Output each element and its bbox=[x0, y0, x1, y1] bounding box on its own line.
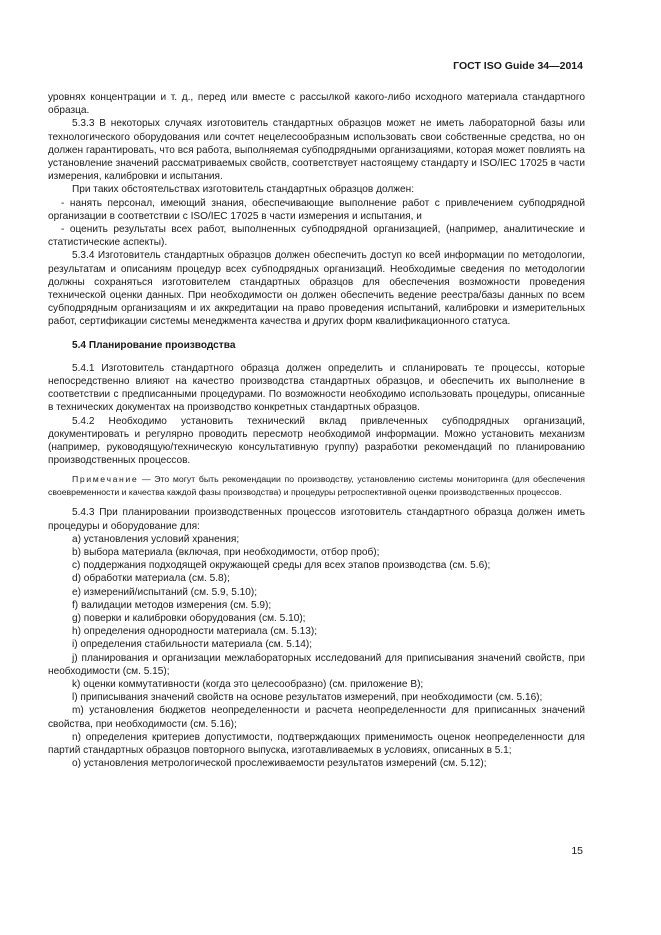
note-label: Примечание bbox=[72, 474, 139, 485]
list-item: b) выбора материала (включая, при необходимости, отбор проб); bbox=[72, 546, 380, 558]
page-body bbox=[48, 91, 585, 770]
list-item: i) определения стабильности материала (см. 5.14); bbox=[72, 639, 313, 651]
paragraph-5-3-4: 5.3.4 Изготовитель стандартных образцов должен обеспечить доступ ко всей информации по методологии, результатам и описаниям процедур всех субподрядных организаций. Необходимые сведения по методологии должны сохраняться изготовителем стандартных образцов для обеспечения возможности проведения технической оценки данных. При необходимости он должен обеспечить ведение реестра/базы данных по всем субподрядным организациям и их аккредитации на право проведения испытаний, калибровки и измерительных работ, сертификации системы менеджмента качества и других форм квалификационного статуса. bbox=[48, 250, 585, 328]
document-header: ГОСТ ISO Guide 34—2014 bbox=[453, 60, 583, 72]
paragraph-continuation: уровнях концентрации и т. д., перед или вместе с рассылкой какого-либо исходного материала стандартного образца. bbox=[48, 92, 585, 117]
dash-item-2: - оценить результаты всех работ, выполненных субподрядной организацией, (например, аналитические и статистические аспекты). bbox=[48, 224, 585, 249]
list-item: f) валидации методов измерения (см. 5.9); bbox=[72, 599, 272, 611]
note bbox=[48, 473, 585, 498]
section-heading-5-4: 5.4 Планирование производства bbox=[72, 339, 236, 351]
dash-item-1: - нанять персонал, имеющий знания, обеспечивающие выполнение работ с привлечением субподрядной организации в соответствии с ISO/IEC 17025 в части измерения и испытания, и bbox=[48, 197, 585, 222]
list-item: a) установления условий хранения; bbox=[72, 533, 240, 545]
paragraph-5-3-3: 5.3.3 В некоторых случаях изготовитель стандартных образцов может не иметь лабораторной базы или технологического оборудования или сочтет нецелесообразным использовать свои собственные средства, но он должен гарантировать, что вся работа, выполняемая субподрядными организациями, которая может повлиять на установление значений рассматриваемых свойств, соответствует настоящему стандарту и ISO/IEC 17025 в части измерения, калибровки и испытания. bbox=[48, 118, 585, 183]
paragraph-5-4-3: 5.4.3 При планировании производственных процессов изготовитель стандартного образца должен иметь процедуры и оборудование для: bbox=[48, 507, 585, 532]
list-item: h) определения однородности материала (см. 5.13); bbox=[72, 626, 318, 638]
list-item: g) поверки и калибровки оборудования (см. 5.10); bbox=[72, 612, 306, 624]
paragraph-circumstances: При таких обстоятельствах изготовитель стандартных образцов должен: bbox=[72, 184, 415, 196]
list-item: e) измерений/испытаний (см. 5.9, 5.10); bbox=[72, 586, 258, 598]
list-item: m) установления бюджетов неопределенности и расчета неопределенности для приписанных значений свойства, при необходимости (см. 5.16); bbox=[48, 705, 585, 730]
paragraph-5-4-1: 5.4.1 Изготовитель стандартного образца должен определить и спланировать те процессы, которые непосредственно влияют на качество производства стандартных образцов, и обеспечить их выполнение в соответствии с предписанными процедурами. По возможности необходимо использовать процедуры, описанные в технических документах на производство конкретных стандартных образцов. bbox=[48, 362, 585, 414]
list-item: c) поддержания подходящей окружающей среды для всех этапов производства (см. 5.6); bbox=[72, 560, 491, 572]
list-item: n) определения критериев допустимости, подтверждающих применимость оценок неопределенности для партий стандартных образцов повторного выпуска, изготавливаемых в условиях, описанных в 5.1; bbox=[48, 731, 585, 756]
list-item: d) обработки материала (см. 5.8); bbox=[72, 573, 230, 585]
list-item: k) оценки коммутативности (когда это целесообразно) (см. приложение В); bbox=[72, 678, 424, 690]
note-text: — Это могут быть рекомендации по производству, установлению системы мониторинга (для обеспечения своевременности и качества каждой фазы производства) и процедуры ретроспективной оценки производственных процессов. bbox=[48, 474, 585, 497]
list-item: o) установления метрологической прослеживаемости результатов измерений (см. 5.12); bbox=[72, 758, 487, 770]
paragraph-5-4-2: 5.4.2 Необходимо установить технический вклад привлеченных субподрядных организаций, документировать и регулярно проводить пересмотр необходимой информации. Можно установить механизм (например, руководящую/техническую консультативную группу) разработки рекомендаций по планированию производственных процессов. bbox=[48, 415, 585, 467]
page-number: 15 bbox=[571, 845, 583, 857]
list-item: l) приписывания значений свойств на основе результатов измерений, при необходимости (см. 5.16); bbox=[72, 692, 543, 704]
list-item: j) планирования и организации межлабораторных исследований для приписывания значений свойств, при необходимости (см. 5.15); bbox=[48, 652, 585, 677]
